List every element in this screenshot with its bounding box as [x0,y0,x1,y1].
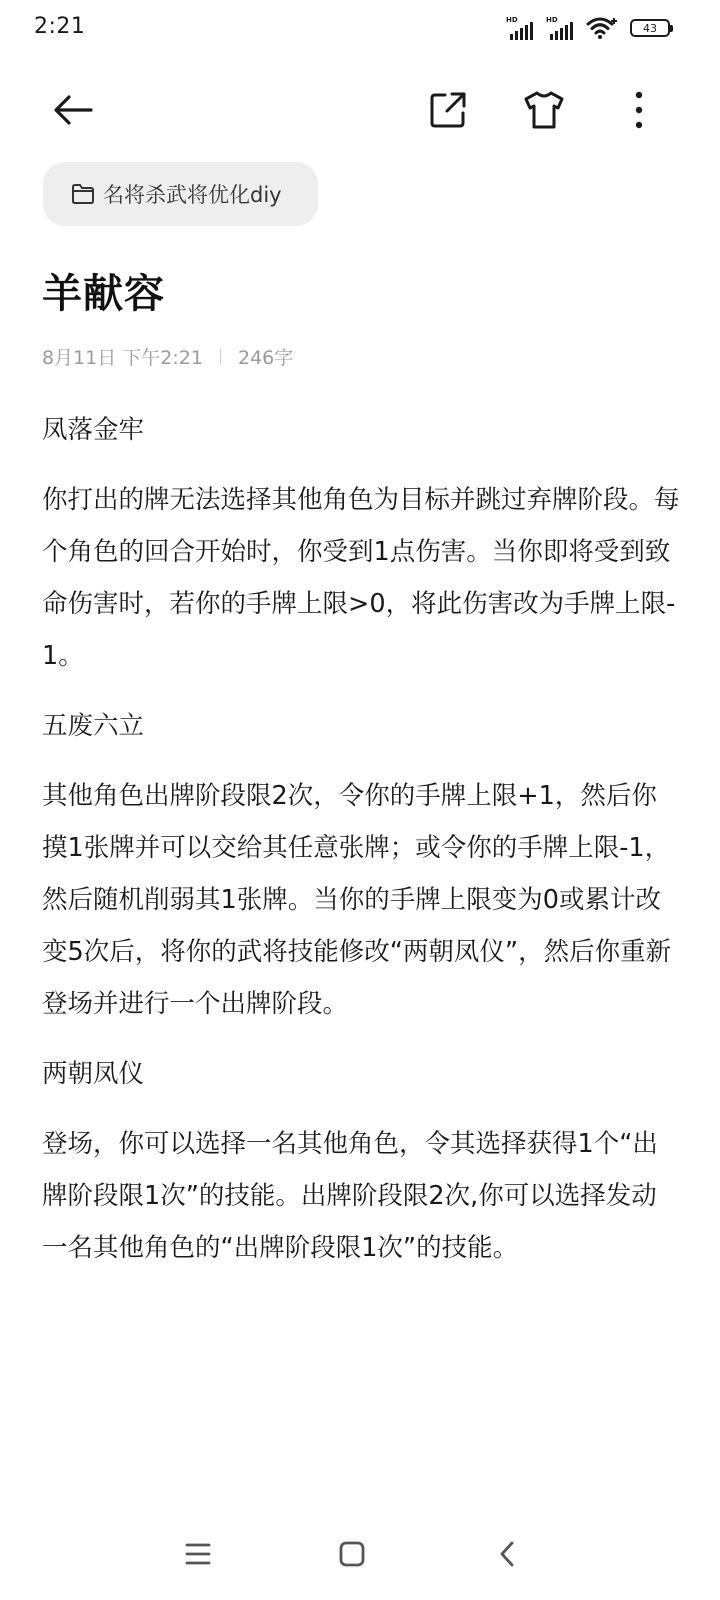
more-vertical-icon [634,90,644,130]
folder-label: 名将杀武将优化diy [103,183,282,207]
folder-icon [71,182,95,206]
more-options-button[interactable] [607,78,671,142]
menu-icon [184,1542,212,1566]
battery-icon [630,19,670,37]
note-body[interactable] [42,404,682,1292]
word-count: 246字 [237,347,294,369]
hd-label: HD [506,16,518,24]
status-bar [0,0,720,60]
back-button[interactable] [41,78,105,142]
system-back-button[interactable] [477,1524,537,1584]
note-title[interactable]: 羊献容 [42,271,165,317]
note-date: 8月11日 下午2:21 [42,347,203,369]
recent-apps-button[interactable] [168,1524,228,1584]
meta-divider [220,349,221,365]
section-text: 你打出的牌无法选择其他角色为目标并跳过弃牌阶段。每个角色的回合开始时，你受到1点伤害。当你即将受到致命伤害时，若你的手牌上限>0，将此伤害改为手牌上限-1。 [42,485,680,671]
battery-level: 43 [643,21,657,35]
section-text: 其他角色出牌阶段限2次，令你的手牌上限+1，然后你摸1张牌并可以交给其任意张牌；或令你的手牌上限-1，然后随机削弱其1张牌。当你的手牌上限变为0或累计改变5次后，将你的武将技能修改“两朝凤仪”，然后你重新登场并进行一个出牌阶段。 [42,781,672,1019]
wifi-icon [586,16,618,40]
top-app-bar [0,70,720,150]
hd-label-2: HD [546,16,558,24]
tshirt-icon [523,90,565,130]
nav-back-icon [497,1540,517,1568]
theme-button[interactable] [512,78,576,142]
signal-icon [506,16,538,40]
share-icon [428,90,468,130]
signal-icon-2 [546,16,578,40]
status-time: 2:21 [34,14,86,39]
section-heading: 两朝凤仪 [42,1059,145,1089]
system-nav-bar [0,1510,720,1600]
folder-chip[interactable] [43,162,318,226]
note-meta [42,343,293,370]
section-heading: 凤落金牢 [42,415,145,445]
status-icons [506,16,670,40]
share-button[interactable] [416,78,480,142]
home-square-icon [338,1540,366,1568]
section-heading: 五废六立 [42,711,145,741]
home-button[interactable] [322,1524,382,1584]
section-text: 登场，你可以选择一名其他角色，令其选择获得1个“出牌阶段限1次”的技能。出牌阶段限2次,你可以选择发动一名其他角色的“出牌阶段限1次”的技能。 [42,1129,658,1263]
back-arrow-icon [51,88,95,132]
